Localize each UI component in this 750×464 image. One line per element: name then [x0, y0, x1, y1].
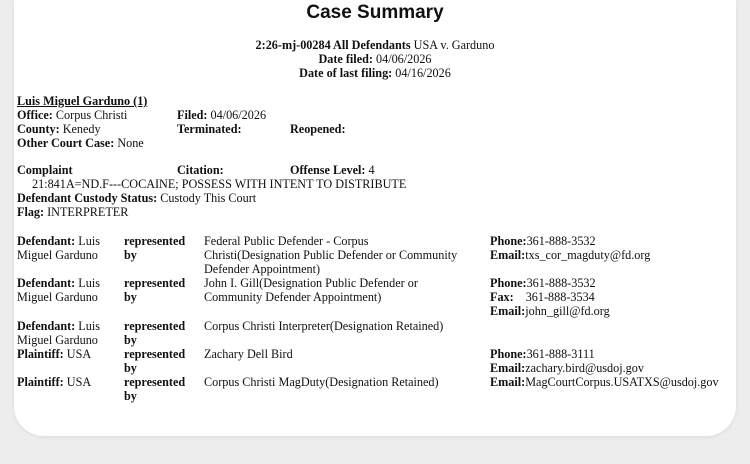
email-link[interactable]: john_gill@fd.org	[525, 304, 610, 318]
attorney-line: Federal Public Defender - Corpus	[204, 234, 369, 248]
contact-value: 361-888-3532	[526, 234, 596, 248]
email-link[interactable]: txs_cor_magduty@fd.org	[525, 248, 651, 262]
party-role: Defendant:	[17, 276, 76, 290]
other-case-value: None	[117, 136, 144, 150]
county-field	[17, 122, 101, 136]
reopened-label: Reopened:	[290, 122, 346, 136]
represented-label: represented	[124, 347, 186, 361]
contact-label: Email:	[490, 375, 526, 389]
offense-level-field	[290, 163, 375, 177]
offense-level-label: Offense Level:	[290, 163, 366, 177]
represented-label: represented	[124, 319, 186, 333]
party-role-line	[17, 319, 100, 333]
by-label: by	[124, 361, 137, 375]
offense-level-value: 4	[368, 163, 375, 177]
contact-label: Email:	[490, 248, 526, 262]
party-role: Plaintiff:	[17, 347, 64, 361]
last-filing-line	[0, 66, 750, 80]
county-label: County:	[17, 122, 60, 136]
date-filed-value: 04/06/2026	[376, 52, 432, 66]
party-role-line	[17, 375, 91, 389]
flag-label: Flag:	[17, 205, 45, 219]
contact-label: Email:	[490, 361, 526, 375]
contact-label: Phone:	[490, 276, 527, 290]
attorney-line: Zachary Dell Bird	[204, 347, 293, 361]
other-case-field	[17, 136, 144, 150]
by-label: by	[124, 333, 137, 347]
charge-text: 21:841A=ND.F---COCAINE; POSSESS WITH INTENT TO DISTRIBUTE	[32, 177, 407, 191]
represented-label: represented	[124, 234, 186, 248]
party-role: Defendant:	[17, 319, 76, 333]
contact-row	[490, 347, 595, 361]
email-link[interactable]: zachary.bird@usdoj.gov	[525, 361, 644, 375]
contact-row	[490, 375, 719, 389]
party-role-line	[17, 234, 100, 248]
case-header-line	[0, 38, 750, 52]
by-label: by	[124, 389, 137, 403]
by-label: by	[124, 290, 137, 304]
party-role: Defendant:	[17, 234, 76, 248]
complaint-label: Complaint	[17, 163, 73, 177]
date-filed-label: Date filed:	[318, 52, 373, 66]
party-name-first: USA	[63, 347, 92, 361]
contact-value: 361-888-3534	[525, 290, 595, 304]
contact-value: 361-888-3532	[526, 276, 596, 290]
contact-row	[490, 276, 596, 290]
party-role-line	[17, 276, 100, 290]
office-label: Office:	[17, 108, 53, 122]
filed-label: Filed:	[177, 108, 208, 122]
contact-label: Phone:	[490, 347, 527, 361]
party-name-rest: Miguel Garduno	[17, 290, 98, 304]
contact-row	[490, 248, 650, 262]
case-title: USA v. Garduno	[413, 38, 495, 52]
date-filed-line	[0, 52, 750, 66]
defendant-name-link[interactable]: Luis Miguel Garduno (1)	[17, 94, 148, 108]
contact-row	[490, 361, 644, 375]
party-name-first: USA	[63, 375, 92, 389]
page-title: Case Summary	[306, 2, 444, 23]
attorney-line: Corpus Christi MagDuty(Designation Retained)	[204, 375, 439, 389]
represented-label: represented	[124, 375, 186, 389]
party-name-first: Luis	[75, 234, 100, 248]
county-value: Kenedy	[62, 122, 101, 136]
attorney-line: Community Defender Appointment)	[204, 290, 382, 304]
represented-label: represented	[124, 276, 186, 290]
party-name-first: Luis	[75, 319, 100, 333]
attorney-line: Corpus Christi Interpreter(Designation Retained)	[204, 319, 444, 333]
custody-field	[17, 191, 256, 205]
attorney-line: Christi(Designation Public Defender or Community	[204, 248, 458, 262]
contact-row	[490, 304, 610, 318]
office-value: Corpus Christi	[55, 108, 128, 122]
party-role: Plaintiff:	[17, 375, 64, 389]
last-filing-value: 04/16/2026	[395, 66, 451, 80]
party-role-line	[17, 347, 91, 361]
flag-value: INTERPRETER	[47, 205, 129, 219]
attorney-line: John I. Gill(Designation Public Defender or	[204, 276, 418, 290]
contact-label: Fax:	[490, 290, 514, 304]
party-name-first: Luis	[75, 276, 100, 290]
email-link[interactable]: MagCourtCorpus.USATXS@usdoj.gov	[525, 375, 719, 389]
case-number: 2:26-mj-00284 All Defendants	[255, 38, 411, 52]
custody-label: Defendant Custody Status:	[17, 191, 158, 205]
last-filing-label: Date of last filing:	[299, 66, 393, 80]
terminated-label: Terminated:	[177, 122, 242, 136]
custody-value: Custody This Court	[160, 191, 257, 205]
party-name-rest: Miguel Garduno	[17, 248, 98, 262]
party-name-rest: Miguel Garduno	[17, 333, 98, 347]
contact-row	[490, 290, 595, 304]
filed-field	[177, 108, 266, 122]
contact-row	[490, 234, 596, 248]
office-field	[17, 108, 127, 122]
other-case-label: Other Court Case:	[17, 136, 115, 150]
filed-value: 04/06/2026	[210, 108, 267, 122]
flag-field	[17, 205, 128, 219]
contact-label: Email:	[490, 304, 526, 318]
by-label: by	[124, 248, 137, 262]
attorney-line: Defender Appointment)	[204, 262, 321, 276]
citation-label: Citation:	[177, 163, 224, 177]
contact-label: Phone:	[490, 234, 527, 248]
contact-value: 361-888-3111	[526, 347, 595, 361]
